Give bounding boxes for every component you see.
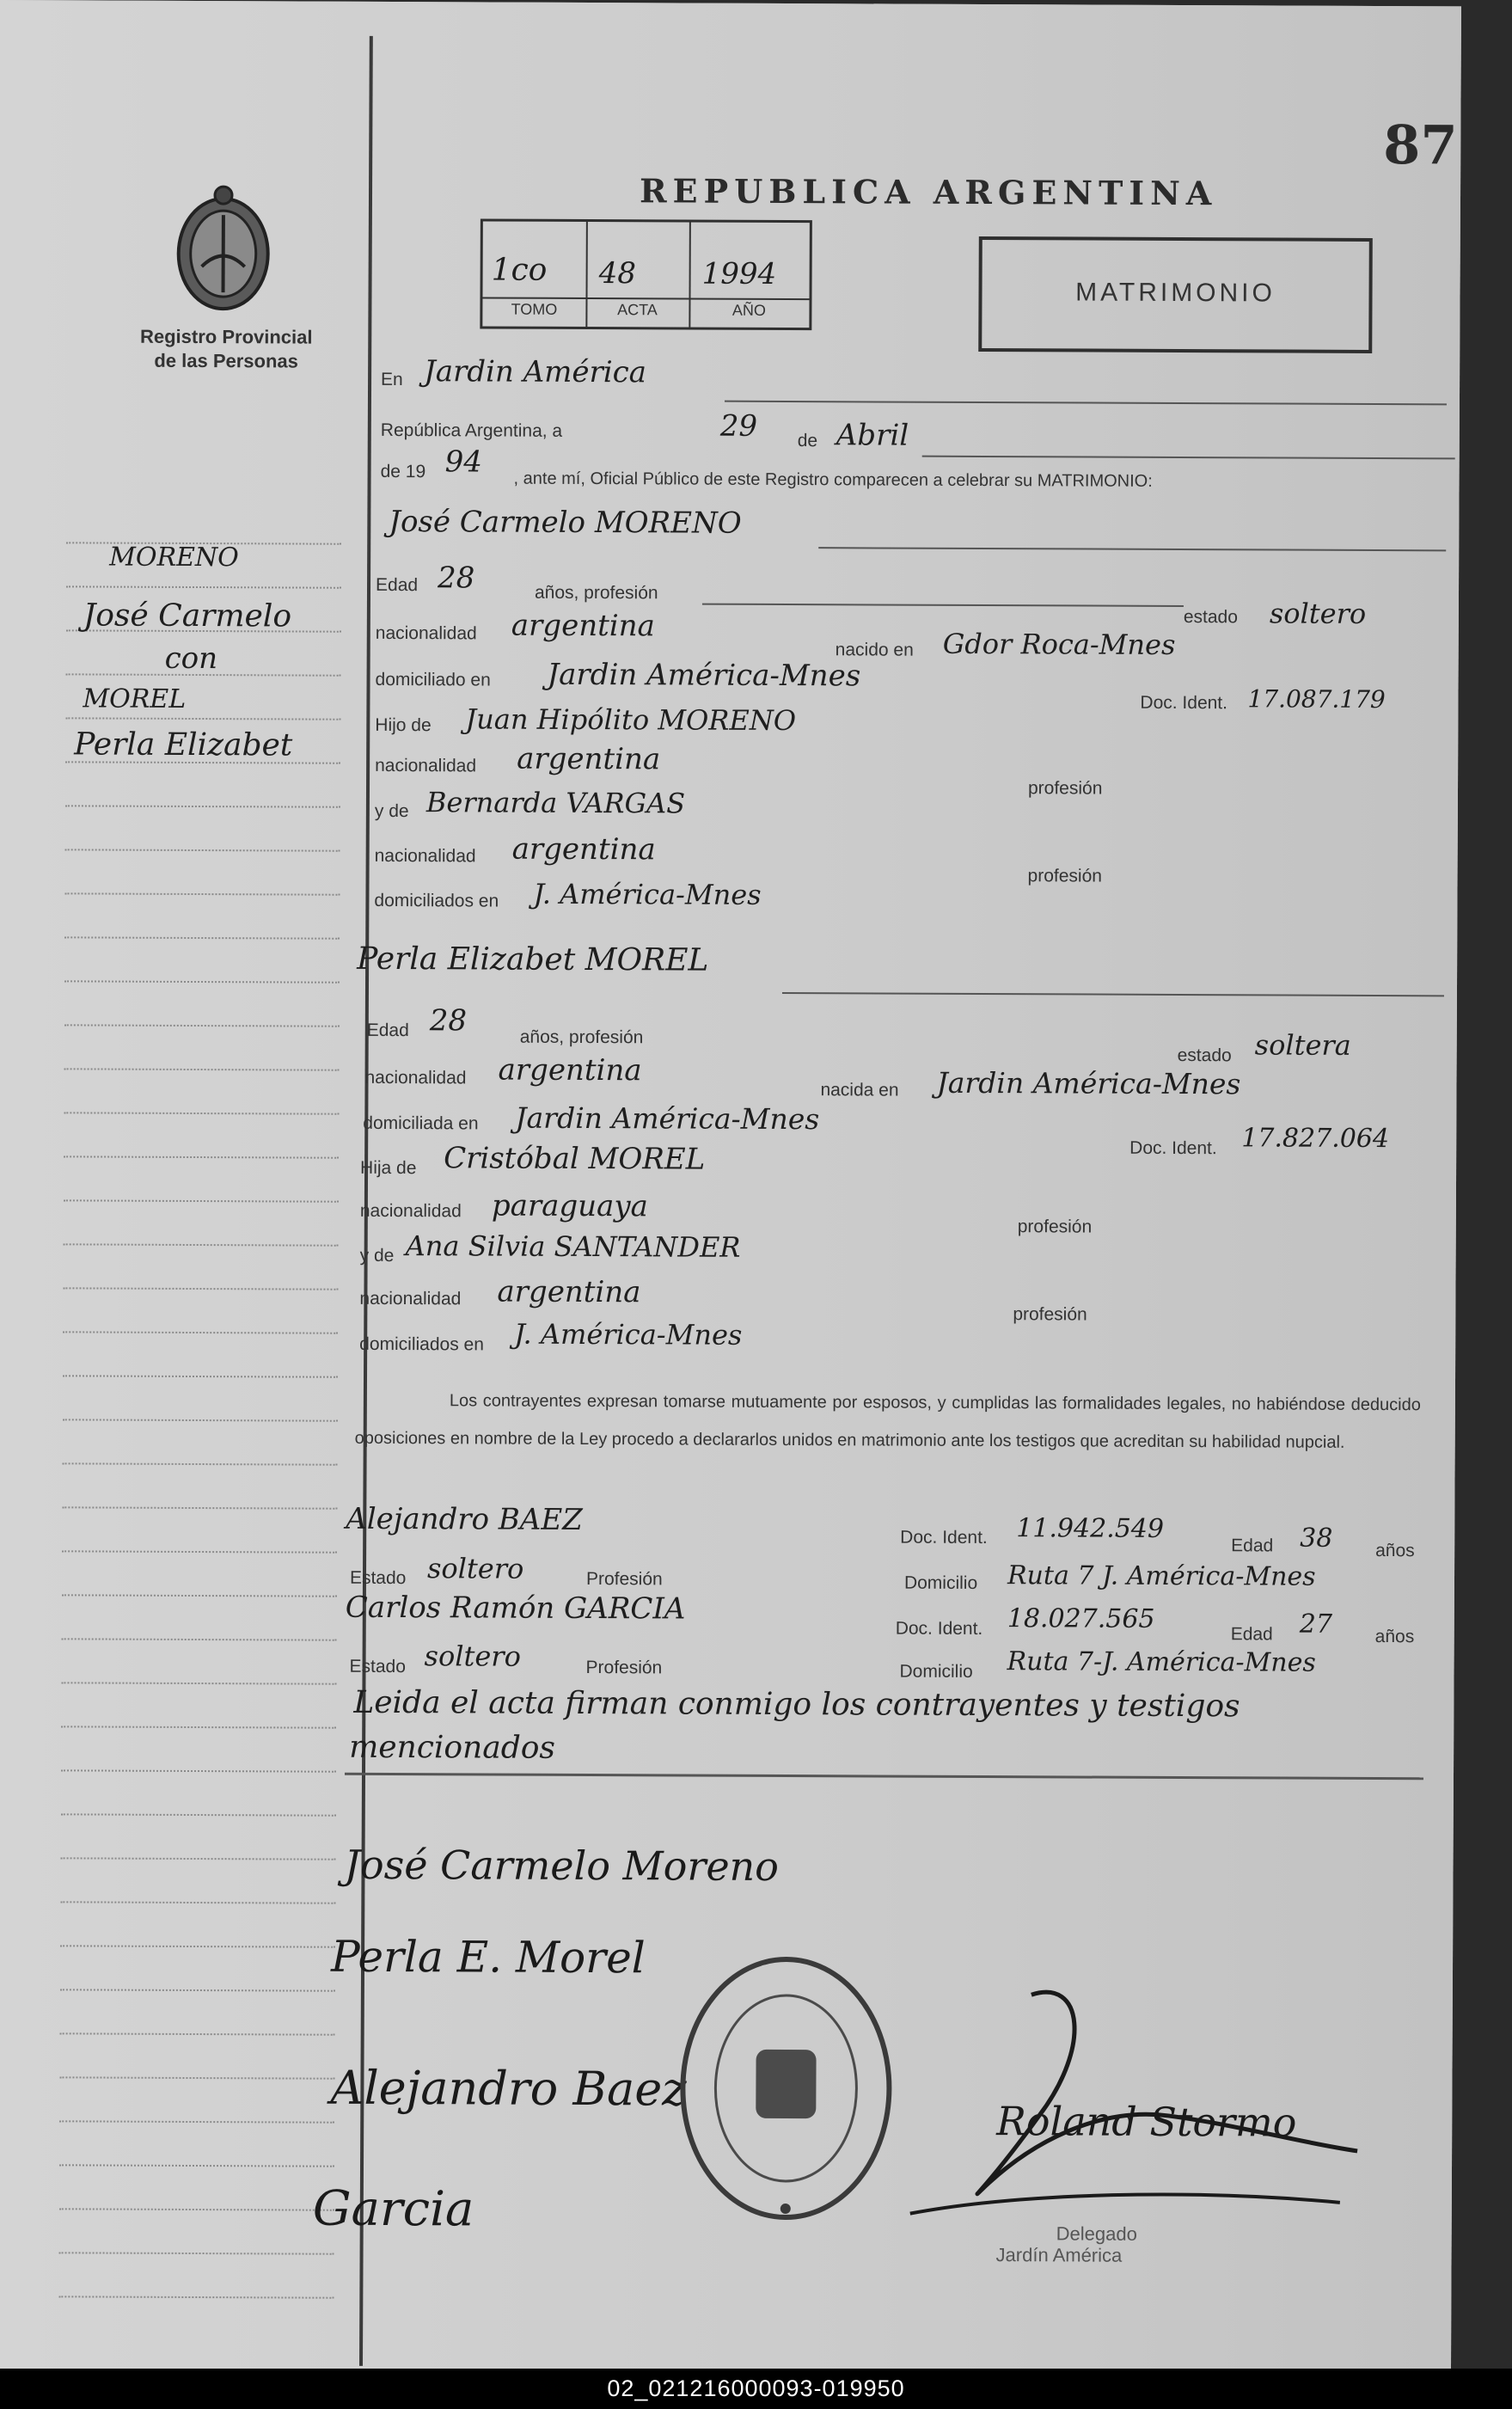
groom-mother: Bernarda VARGAS (425, 786, 686, 820)
bride-yde-label: y de (359, 1245, 395, 1266)
margin-rule-line (60, 1989, 335, 1991)
bride-nac-label: nacionalidad (364, 1067, 467, 1088)
margin-rule-line (66, 585, 341, 588)
witness-1-anos-label: años (1375, 1540, 1415, 1561)
witness-2-edad: 27 (1299, 1609, 1333, 1640)
bride-father-nac-label: nacionalidad (359, 1200, 462, 1222)
margin-rule-line (64, 1068, 340, 1070)
official-place: Jardín América (995, 2244, 1123, 2266)
margin-rule-line (64, 980, 340, 983)
groom-mother-prof-label: profesión (1027, 866, 1103, 886)
place-value: Jardin América (424, 354, 647, 390)
signature-groom: José Carmelo Moreno (344, 1841, 780, 1890)
coat-of-arms-logo (167, 185, 279, 319)
groom-father-nac: argentina (517, 741, 661, 777)
margin-rule-line (64, 1024, 340, 1027)
margin-rule-line (59, 2252, 334, 2254)
registry-name-line1: Registro Provincial (139, 325, 313, 348)
hijo-label: Hijo de (375, 714, 432, 736)
signature-witness-2: Garcia (312, 2180, 474, 2238)
margin-note-con: con (164, 641, 218, 677)
groom-nacido-label: nacido en (835, 640, 914, 660)
bride-dom-label: domiciliada en (363, 1113, 479, 1134)
margin-note-surname-groom: MORENO (109, 542, 239, 573)
hija-label: Hija de (360, 1157, 417, 1179)
bride-father-prof-label: profesión (1017, 1217, 1093, 1237)
witness-2-estado: soltero (424, 1640, 521, 1673)
closing-line-1: Leida el acta firman conmigo los contrayentes y testigos (353, 1684, 1240, 1725)
witness-1-doc: 11.942.549 (1016, 1513, 1165, 1544)
bride-nacida: Jardin América-Mnes (936, 1065, 1241, 1101)
margin-rule-line (63, 1375, 338, 1377)
bride-mother: Ana Silvia SANTANDER (405, 1229, 741, 1264)
margin-rule-line (63, 1462, 338, 1465)
groom-name: José Carmelo MORENO (389, 504, 742, 541)
margin-rule-line (61, 1726, 336, 1728)
witness-2-doc-label: Doc. Ident. (895, 1618, 983, 1640)
en-label: En (381, 369, 403, 390)
official-signature: Roland Stormo (996, 2098, 1297, 2146)
ano-label: AÑO (732, 301, 766, 319)
margin-rule-line (60, 2032, 335, 2035)
witness-1-edad: 38 (1300, 1523, 1333, 1554)
margin-rule-line (59, 2164, 334, 2167)
witness-1-domicilio: Ruta 7 J. América-Mnes (1007, 1560, 1316, 1592)
margin-rule-line (59, 2208, 334, 2210)
registry-name-line2: de las Personas (154, 349, 298, 372)
margin-rule-line (64, 892, 340, 895)
groom-anos-profesion: años, profesión (534, 582, 658, 604)
bride-edad-label: Edad (366, 1020, 409, 1041)
margin-rule-line (58, 2296, 334, 2298)
margin-ruled-lines (0, 0, 1461, 6)
bride-nacida-label: nacida en (820, 1080, 899, 1100)
country-title: REPUBLICA ARGENTINA (639, 171, 1218, 213)
groom-dom-label: domiciliado en (375, 669, 491, 690)
groom-doc-label: Doc. Ident. (1140, 692, 1228, 714)
footer-code: 02_021216000093-019950 (0, 2369, 1512, 2409)
groom-parents-dom-label: domiciliados en (374, 890, 499, 911)
ano-value: 1994 (701, 256, 777, 291)
margin-rule-line (60, 1945, 335, 1947)
margin-rule-line (63, 1419, 338, 1421)
bride-mother-nac: argentina (497, 1274, 641, 1310)
witness-1-profesion-label: Profesión (585, 1568, 663, 1590)
signature-witness-1: Alejandro Baez (330, 2060, 687, 2117)
bride-doc-label: Doc. Ident. (1129, 1137, 1217, 1159)
margin-rule-line (61, 1813, 336, 1816)
signature-bride: Perla E. Morel (330, 1931, 646, 1983)
margin-rule-line (65, 849, 340, 851)
margin-rule-line (65, 717, 340, 720)
intro-statement: , ante mí, Oficial Público de este Registro comparecen a celebrar su MATRIMONIO: (513, 469, 1153, 491)
margin-rule-line (64, 1243, 339, 1246)
witness-2-domicilio: Ruta 7-J. América-Mnes (1007, 1646, 1316, 1678)
margin-rule-line (64, 936, 340, 939)
page-number: 87 (1383, 113, 1458, 177)
margin-rule-line (62, 1594, 337, 1597)
groom-nac-label: nacionalidad (375, 622, 477, 644)
witness-2-domicilio-label: Domicilio (899, 1661, 973, 1682)
bride-name: Perla Elizabet MOREL (357, 941, 709, 978)
bride-anos-profesion: años, profesión (519, 1027, 644, 1048)
reference-table (480, 218, 812, 330)
groom-father: Juan Hipólito MORENO (465, 702, 797, 738)
republica-label: República Argentina, a (380, 420, 563, 441)
margin-rule-line (63, 1287, 338, 1290)
month-value: Abril (836, 418, 909, 453)
official-title: Delegado (1056, 2222, 1137, 2245)
groom-mother-nac: argentina (511, 831, 656, 867)
de-label: de (797, 431, 818, 451)
margin-rule-line (62, 1550, 337, 1553)
acta-value: 48 (598, 256, 636, 291)
tomo-value: 1co (491, 252, 548, 288)
witness-1-name: Alejandro BAEZ (346, 1501, 583, 1537)
margin-rule-line (64, 1199, 339, 1202)
bride-father-nac: paraguaya (491, 1188, 648, 1224)
groom-estado-label: estado (1183, 607, 1238, 628)
bride-estado: soltera (1254, 1028, 1351, 1062)
margin-rule-line (65, 805, 340, 807)
bride-edad: 28 (429, 1003, 468, 1039)
margin-note-name-bride: Perla Elizabet (74, 726, 293, 763)
margin-rule-line (61, 1769, 336, 1772)
margin-rule-line (64, 1112, 339, 1114)
bride-parents-dom-label: domiciliados en (359, 1333, 484, 1355)
bride-domicilio: Jardin América-Mnes (515, 1100, 820, 1137)
witness-1-estado: soltero (426, 1552, 524, 1585)
witness-1-domicilio-label: Domicilio (903, 1572, 978, 1593)
groom-parents-dom: J. América-Mnes (533, 877, 762, 911)
bride-nacionalidad: argentina (498, 1052, 642, 1088)
day-value: 29 (719, 408, 758, 444)
bride-doc: 17.827.064 (1241, 1123, 1390, 1155)
bride-father: Cristóbal MOREL (444, 1141, 706, 1177)
margin-rule-line (60, 1901, 335, 1903)
year-value: 94 (444, 444, 483, 480)
witness-1-estado-label: Estado (349, 1567, 407, 1589)
margin-rule-line (62, 1638, 337, 1640)
witness-2-anos-label: años (1374, 1626, 1415, 1647)
witness-2-doc: 18.027.565 (1007, 1603, 1155, 1634)
groom-yde-label: y de (374, 800, 409, 822)
bride-estado-label: estado (1177, 1045, 1232, 1066)
act-type-label: MATRIMONIO (1075, 278, 1276, 308)
groom-edad-label: Edad (375, 574, 419, 596)
margin-rule-line (64, 1155, 339, 1158)
margin-note-name-groom: José Carmelo (83, 598, 292, 634)
margin-rule-line (62, 1506, 337, 1509)
margin-rule-line (59, 2120, 334, 2123)
witness-2-edad-label: Edad (1230, 1624, 1273, 1645)
act-type-box (978, 236, 1373, 353)
witness-1-doc-label: Doc. Ident. (900, 1527, 988, 1548)
groom-doc: 17.087.179 (1247, 684, 1386, 714)
witness-1-edad-label: Edad (1231, 1536, 1274, 1556)
year-prefix: de 19 (380, 461, 426, 482)
declaration-text: Los contrayentes expresan tomarse mutuamente por esposos, y cumplidas las formalidades legales, no habiéndose deducido oposiciones en nombre de la Ley procedo a declararlos unidos en matrimonio ante los testigos que acreditan su habilidad nupcial. (354, 1391, 1421, 1452)
groom-nacido: Gdor Roca-Mnes (942, 627, 1176, 661)
margin-rule-line (61, 1682, 336, 1684)
groom-estado: soltero (1269, 597, 1367, 630)
margin-rule-line (59, 2076, 334, 2079)
closing-line-2: mencionados (349, 1729, 556, 1766)
registry-seal (674, 1950, 898, 2230)
witness-2-profesion-label: Profesión (585, 1657, 663, 1678)
tomo-label: TOMO (511, 300, 558, 318)
groom-mother-nac-label: nacionalidad (374, 845, 476, 867)
margin-rule-line (61, 1857, 336, 1860)
margin-rule-line (63, 1331, 338, 1333)
groom-edad: 28 (437, 561, 475, 596)
bride-mother-nac-label: nacionalidad (359, 1288, 462, 1309)
groom-nacionalidad: argentina (511, 608, 655, 644)
margin-note-surname-bride: MOREL (83, 683, 187, 714)
groom-father-prof-label: profesión (1027, 778, 1103, 799)
bride-mother-prof-label: profesión (1013, 1304, 1087, 1325)
groom-father-nac-label: nacionalidad (375, 755, 477, 776)
groom-domicilio: Jardin América-Mnes (547, 657, 861, 694)
bride-parents-dom: J. América-Mnes (514, 1317, 743, 1352)
acta-label: ACTA (617, 301, 658, 319)
witness-2-estado-label: Estado (349, 1656, 406, 1677)
witness-2-name: Carlos Ramón GARCIA (345, 1590, 686, 1627)
